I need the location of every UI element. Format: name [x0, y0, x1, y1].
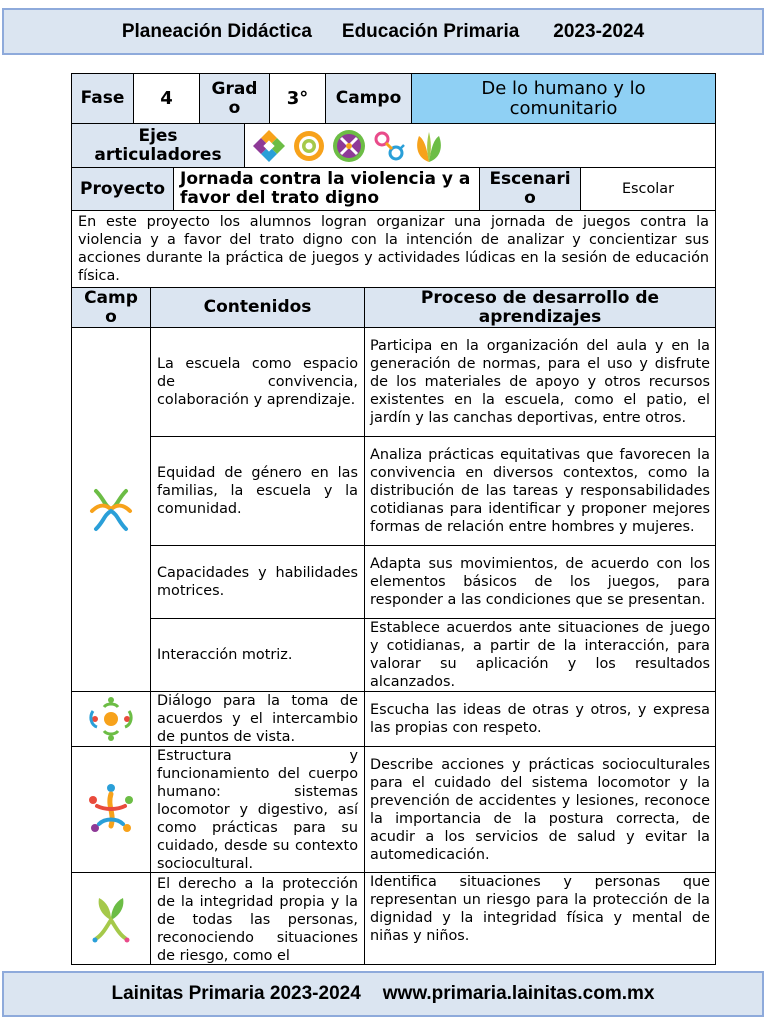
igualdad-genero-icon	[371, 128, 407, 164]
footer-banner	[2, 971, 764, 1017]
contenido-cell: La escuela como espacio de convivencia, colaboración y aprendizaje.	[151, 328, 365, 436]
interculturalidad-icon	[331, 128, 367, 164]
ethic-figures-icon	[86, 485, 136, 535]
contenido-cell: Estructura y funcionamiento del cuerpo humano: sistemas locomotor y digestivo, así como prácticas para su cuidado, desde su contexto sociocultural.	[151, 747, 365, 872]
header-level: Educación Primaria	[341, 20, 520, 42]
campo-label: Campo	[326, 74, 412, 123]
info-row-fase	[72, 74, 715, 124]
dancing-people-icon	[83, 782, 139, 838]
vida-saludable-icon	[411, 128, 447, 164]
escenario-value: Escolar	[621, 181, 675, 197]
proyecto-label: Proyecto	[72, 168, 174, 210]
campo-icon-cell	[72, 328, 150, 692]
col-proceso-header: Proceso de desarrollo de aprendizajes	[365, 288, 715, 327]
proceso-cell: Escucha las ideas de otras y otros, y expresa las propias con respeto.	[370, 702, 710, 736]
header-title: Planeación Didáctica	[121, 20, 312, 42]
campo-value: De lo humano y lo comunitario	[412, 74, 715, 123]
col-contenidos-header: Contenidos	[151, 288, 365, 327]
col-campo-header: Camp o	[72, 288, 151, 327]
table-row	[151, 328, 715, 437]
campo-icon-cell	[72, 873, 150, 964]
table-body	[72, 328, 715, 964]
info-row-proyecto	[72, 168, 715, 211]
proyecto-value: Jornada contra la violencia y a favor del trato digno	[174, 168, 480, 210]
proceso-cell: Establece acuerdos ante situaciones de juego y cotidianas, a partir de la interacción, para valorar su aplicación y los resultados alcanzados.	[370, 620, 710, 690]
contenido-cell: Interacción motriz.	[151, 619, 365, 691]
pensamiento-critico-icon	[291, 128, 327, 164]
intro-paragraph: En este proyecto los alumnos logran organizar una jornada de juegos contra la violencia y a favor del trato digno con la intención de analizar y concientizar sus acciones durante la práctica de juegos y actividades lúdicas en la sesión de educación física.	[72, 211, 715, 288]
proceso-cell: Participa en la organización del aula y en la generación de normas, para el uso y disfrute de los materiales de apoyo y otros recursos existentes en la escuela, como el patio, el jardín y las canchas deportivas, entre otros.	[370, 338, 710, 426]
people-circle-icon	[89, 695, 133, 743]
contenido-cell: Capacidades y habilidades motrices.	[151, 546, 365, 618]
table-row	[151, 619, 715, 692]
contenido-cell: Equidad de género en las familias, la escuela y la comunidad.	[151, 437, 365, 545]
proceso-cell: Analiza prácticas equitativas que favorecen la convivencia en diversos contextos, como la distribución de las tareas y responsabilidades cotidianas para identificar y proponer mejores formas de relación entre hombres y mujeres.	[370, 447, 710, 535]
fase-value: 4	[134, 74, 200, 123]
contenido-cell: Diálogo para la toma de acuerdos y el intercambio de puntos de vista.	[151, 692, 365, 746]
table-row	[151, 546, 715, 619]
footer-site-name: Lainitas Primaria 2023-2024	[111, 983, 361, 1004]
grado-value: 3°	[270, 74, 326, 123]
info-row-ejes	[72, 124, 715, 168]
table-header-row	[72, 288, 715, 328]
proceso-cell: Adapta sus movimientos, de acuerdo con los elementos básicos de los juegos, para responder a las condiciones que se presentan.	[370, 556, 710, 608]
campo-icon-cell	[72, 747, 150, 873]
ejes-label: Ejes articuladores	[72, 124, 245, 167]
campo-icon-cell	[72, 692, 150, 747]
ejes-icons	[245, 124, 715, 167]
content-columns	[151, 328, 715, 964]
campo-icon-column	[72, 328, 151, 964]
header-year: 2023-2024	[553, 20, 645, 42]
table-row	[151, 692, 715, 747]
inclusion-icon	[251, 128, 287, 164]
grado-label: Grad o	[200, 74, 270, 123]
proceso-cell: Describe acciones y prácticas socioculturales para el cuidado del sistema locomotor y la prevención de accidentes y lesiones, reconoce la importancia de la postura correcta, de acudir a los servicios de salud y evitar la automedicación.	[370, 756, 710, 863]
header-banner	[2, 8, 764, 55]
fase-label: Fase	[72, 74, 134, 123]
escenario-label: Escenari o	[480, 168, 581, 210]
contenido-cell: El derecho a la protección de la integridad propia y la de todas las personas, reconociendo situaciones de riesgo, como el	[151, 873, 365, 964]
sprout-person-icon	[89, 894, 133, 944]
footer-url[interactable]: www.primaria.lainitas.com.mx	[382, 983, 655, 1004]
table-row	[151, 747, 715, 873]
proceso-cell: Identifica situaciones y personas que representan un riesgo para la protección de la dignidad y la integridad física y mental de niñas y niños.	[370, 874, 710, 944]
table-row	[151, 873, 715, 964]
planning-table	[71, 73, 716, 965]
table-row	[151, 437, 715, 546]
